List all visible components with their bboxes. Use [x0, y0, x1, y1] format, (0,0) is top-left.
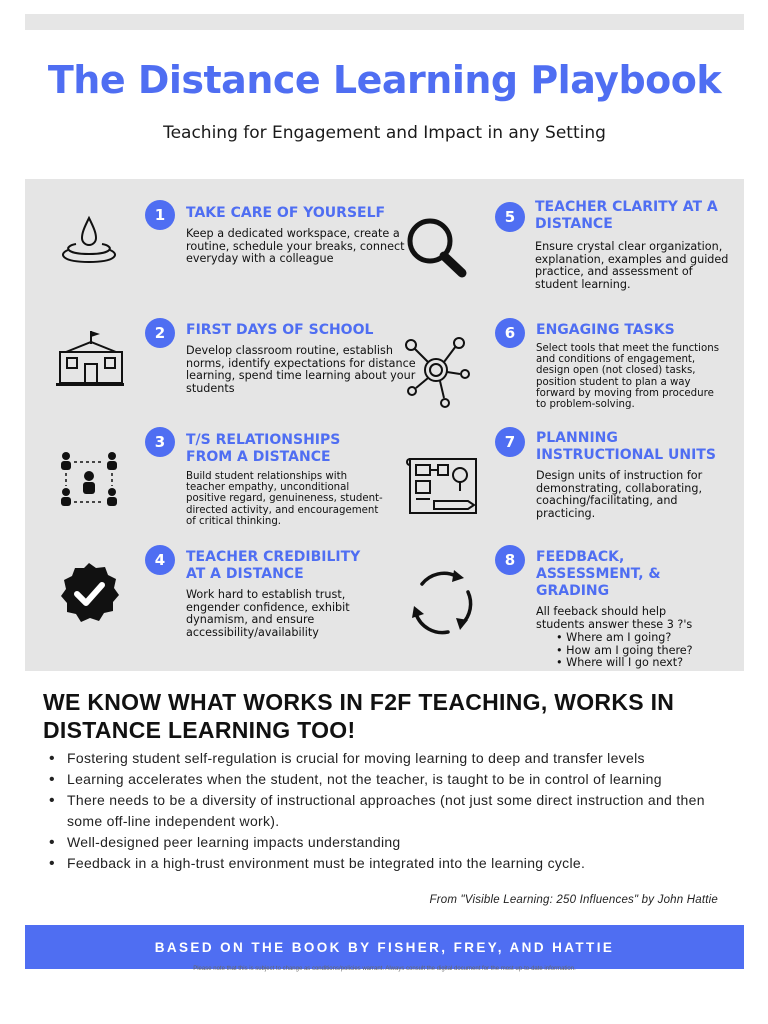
- question-item: • Where will I go next?: [556, 656, 684, 670]
- item-4-number: 4: [145, 545, 175, 575]
- people-network-icon: [56, 448, 122, 514]
- water-drop-icon: [56, 214, 122, 266]
- top-strip: [25, 14, 744, 30]
- item-5-text: Ensure crystal clear organization, explanation, examples and guided practice, and assessment of student learning.: [535, 240, 729, 291]
- book-banner: [25, 925, 744, 969]
- item-2-number: 2: [145, 318, 175, 348]
- item-7-heading: PLANNING INSTRUCTIONAL UNITS: [536, 430, 716, 463]
- item-1-heading: TAKE CARE OF YOURSELF: [186, 205, 386, 221]
- item-3-heading: T/S RELATIONSHIPS FROM A DISTANCE: [186, 432, 341, 465]
- item-6-number: 6: [495, 318, 525, 348]
- item-3-text: Build student relationships with teacher empathy, unconditional positive regard, genuineness, student-directed activity, and encouragement of critical thinking.: [186, 471, 383, 527]
- check-badge-icon: [56, 560, 122, 626]
- item-3: [186, 432, 386, 527]
- item-5-heading: TEACHER CLARITY AT A DISTANCE: [535, 199, 718, 232]
- item-6-heading: ENGAGING TASKS: [536, 322, 675, 338]
- item-2-heading: FIRST DAYS OF SCHOOL: [186, 322, 374, 338]
- item-8-text: All feeback should help students answer these 3 ?'s: [536, 605, 693, 631]
- item-5: [535, 199, 731, 291]
- item-4-text: Work hard to establish trust, engender confidence, exhibit dynamism, and ensure accessibility/availability: [186, 588, 350, 639]
- item-3-number: 3: [145, 427, 175, 457]
- item-1: [186, 205, 418, 266]
- research-bullets: [49, 748, 729, 874]
- cycle-arrows-icon: [406, 566, 478, 640]
- item-6-text: Select tools that meet the functions and conditions of engagement, design open (not closed) tasks, position student to plan a way forward by moving from procedure to problem-solving.: [536, 343, 720, 411]
- item-8: [536, 549, 736, 670]
- item-1-text: Keep a dedicated workspace, create a routine, schedule your breaks, connect everyday with a colleague: [186, 227, 405, 266]
- item-2: [186, 322, 418, 395]
- source-citation: From "Visible Learning: 250 Influences" by John Hattie: [429, 894, 718, 906]
- item-5-number: 5: [495, 202, 525, 232]
- page-title: The Distance Learning Playbook: [47, 58, 722, 102]
- banner-text: BASED ON THE BOOK BY FISHER, FREY, AND HATTIE: [154, 939, 615, 955]
- bullet-4: • Well-designed peer learning impacts understanding: [49, 832, 729, 853]
- key-message-heading: WE KNOW WHAT WORKS IN F2F TEACHING, WORKS IN DISTANCE LEARNING TOO!: [43, 689, 675, 743]
- item-4: [186, 549, 382, 639]
- item-7-number: 7: [495, 427, 525, 457]
- bullet-2: • Learning accelerates when the student, not the teacher, is taught to be in control of learning: [49, 769, 729, 790]
- item-8-heading: FEEDBACK, ASSESSMENT, & GRADING: [536, 549, 661, 599]
- item-7: [536, 430, 726, 520]
- item-1-number: 1: [145, 200, 175, 230]
- blueprint-icon: [404, 453, 482, 519]
- item-2-text: Develop classroom routine, establish norms, identify expectations for distance learning, spend time learning about your students: [186, 344, 416, 395]
- question-2: How am I going there?: [566, 643, 693, 657]
- item-4-heading: TEACHER CREDIBILITY AT A DISTANCE: [186, 549, 361, 582]
- bullet-5: • Feedback in a high-trust environment must be integrated into the learning cycle.: [49, 853, 729, 874]
- item-8-number: 8: [495, 545, 525, 575]
- school-building-icon: [54, 328, 124, 388]
- footnote: Please note that this is subject to change as conditions/policies warrant. Always consult the digital document for the most up-to-date information.: [193, 966, 576, 972]
- item-7-text: Design units of instruction for demonstrating, collaborating, coaching/facilitating, and practicing.: [536, 469, 703, 520]
- question-3: Where will I go next?: [566, 656, 684, 670]
- item-6: [536, 322, 722, 410]
- bullet-1: • Fostering student self-regulation is crucial for moving learning to deep and transfer levels: [49, 748, 729, 769]
- question-1: Where am I going?: [566, 631, 672, 645]
- question-item: • Where am I going?: [556, 631, 672, 645]
- item-8-questions: [536, 632, 736, 670]
- bullet-3: • There needs to be a diversity of instructional approaches (not just some direct instruction and then some off-line independent work).: [49, 790, 729, 832]
- page-subtitle: Teaching for Engagement and Impact in any Setting: [163, 123, 606, 143]
- question-item: • How am I going there?: [556, 643, 693, 657]
